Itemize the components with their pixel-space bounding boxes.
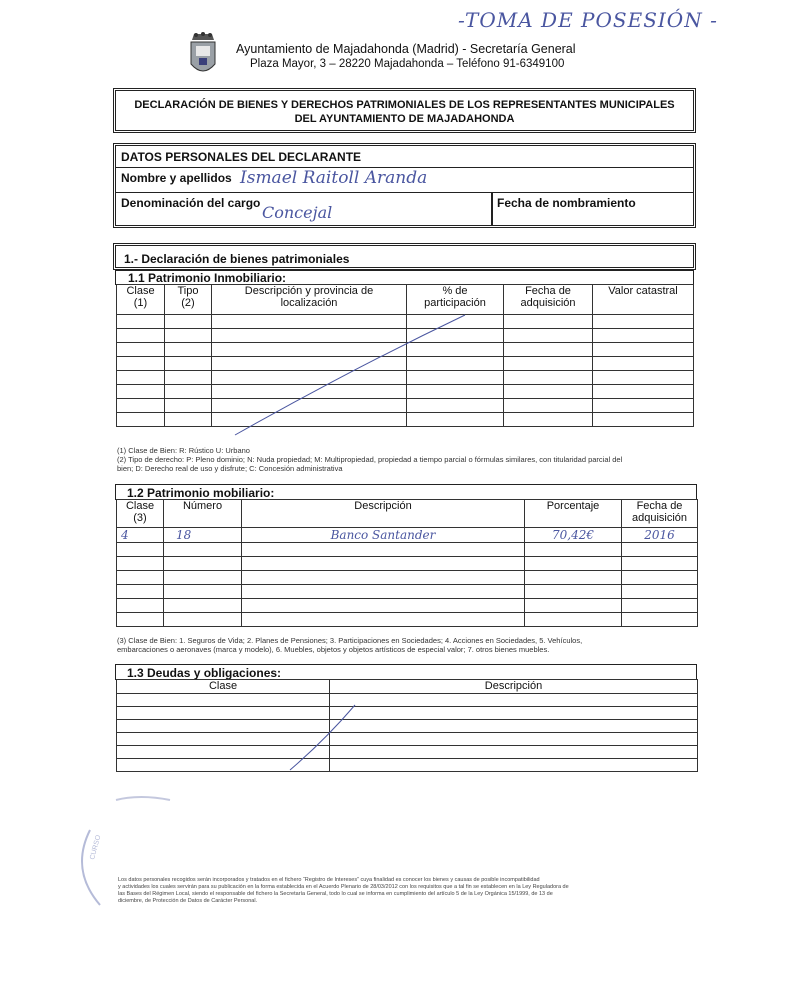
col-participacion: % de participación [407,285,504,315]
title-line-1: DECLARACIÓN DE BIENES Y DERECHOS PATRIMONIALES DE LOS REPRESENTANTES MUNICIPALES [134,99,675,111]
note-3: (3) Clase de Bien: 1. Seguros de Vida; 2. Planes de Pensiones; 3. Participaciones en Sociedades; 4. Acciones en Sociedades, 5. Vehículos, [117,636,583,645]
col-fecha-adquisicion: Fecha de adquisición [622,500,698,528]
row1-descripcion: Banco Santander [242,528,525,543]
mobiliario-table [116,499,698,627]
coat-of-arms-logo [188,32,218,78]
col-valor-catastral: Valor catastral [593,285,694,315]
inmobiliario-heading-box [115,270,694,285]
row1-fecha: 2016 [622,528,698,543]
footer-line-1: Los datos personales recogidos serán incorporados y tratados en el fichero “Registro de Intereses” cuya finalidad es conocer los bienes y causas de posible incompatibilidad [118,877,540,883]
mobiliario-heading-box [115,484,697,500]
header-line-1: Ayuntamiento de Majadahonda (Madrid) - Secretaría General [236,42,576,56]
cargo-divider [491,192,493,225]
row1-porcentaje: 70,42€ [525,528,622,543]
table-row [117,585,698,599]
footer-line-3: las Bases del Régimen Local, siendo el responsable del fichero la Secretaría General, todo lo cual se informa en cumplimiento del artículo 5 de la Ley Orgánica 15/1999, de 13 de [118,891,553,897]
note-2b: bien; D: Derecho real de uso y disfrute; C: Concesión administrativa [117,464,343,473]
note-3b: embarcaciones o aeronaves (marca y modelo), 6. Muebles, objetos y objetos artísticos de especial valor; 7. otros bienes muebles. [117,645,550,654]
title-line-2: DEL AYUNTAMIENTO DE MAJADAHONDA [294,113,515,125]
table-row [117,528,698,543]
col-descripcion: Descripción y provincia de localización [212,285,407,315]
table-row [117,720,698,733]
col-fecha-adquisicion: Fecha de adquisición [504,285,593,315]
mobiliario-notes [117,636,697,654]
title-box [113,88,696,133]
table-row [117,694,698,707]
col-tipo: Tipo (2) [165,285,212,315]
cargo-value: Concejal [262,203,333,222]
strike-line-inmobiliario [230,310,470,440]
row1-numero: 18 [164,528,242,543]
deudas-heading: 1.3 Deudas y obligaciones: [127,666,282,680]
table-row [117,543,698,557]
col-descripcion: Descripción [242,500,525,528]
name-label: Nombre y apellidos [121,171,232,185]
table-row [117,707,698,720]
header-line-2: Plaza Mayor, 3 – 28220 Majadahonda – Teléfono 91-6349100 [250,58,565,70]
note-1: (1) Clase de Bien: R: Rústico U: Urbano [117,446,250,455]
inmobiliario-heading: 1.1 Patrimonio Inmobiliario: [128,271,287,285]
cargo-row [116,193,693,225]
mobiliario-heading: 1.2 Patrimonio mobiliario: [127,486,275,500]
col-porcentaje: Porcentaje [525,500,622,528]
footer-line-2: y actividades los cuales servirán para su publicación en la forma establecida en el Acuerdo Plenario de 28/03/2012 con los requisitos que a tal fin se establecen en la Ley Reguladora de [118,884,569,890]
toma-de-posesion-annotation: -TOMA DE POSESIÓN - [458,8,718,32]
svg-text:CURSO: CURSO [89,834,103,861]
footer-privacy-note [118,877,686,905]
table-row [117,613,698,627]
table-row [117,571,698,585]
personal-heading: DATOS PERSONALES DEL DECLARANTE [121,150,362,164]
table-row [117,746,698,759]
section1-heading: 1.- Declaración de bienes patrimoniales [124,252,350,266]
name-row [116,168,693,193]
table-row [117,759,698,772]
footer-line-4: diciembre, de Protección de Datos de Carácter Personal. [118,898,258,904]
table-row [117,599,698,613]
cargo-label: Denominación del cargo [121,196,261,210]
fecha-nombramiento-label: Fecha de nombramiento [497,196,636,210]
personal-heading-row [116,146,693,168]
note-2: (2) Tipo de derecho: P: Pleno dominio; N: Nuda propiedad; M: Multipropiedad, propiedad a tiempo parcial o fórmulas similares, con titularidad parcial del [117,455,623,464]
col-clase: Clase [117,680,330,694]
col-clase: Clase (3) [117,500,164,528]
row1-clase: 4 [117,528,164,543]
table-row [117,733,698,746]
name-value: Ismael Raitoll Aranda [240,168,428,188]
deudas-heading-box [115,664,697,680]
col-descripcion: Descripción [330,680,698,694]
col-numero: Número [164,500,242,528]
deudas-table [116,679,698,772]
col-clase: Clase (1) [117,285,165,315]
inmobiliario-notes [117,446,697,473]
table-row [117,557,698,571]
section1-heading-box [113,243,696,270]
strike-line-deudas [285,700,365,775]
